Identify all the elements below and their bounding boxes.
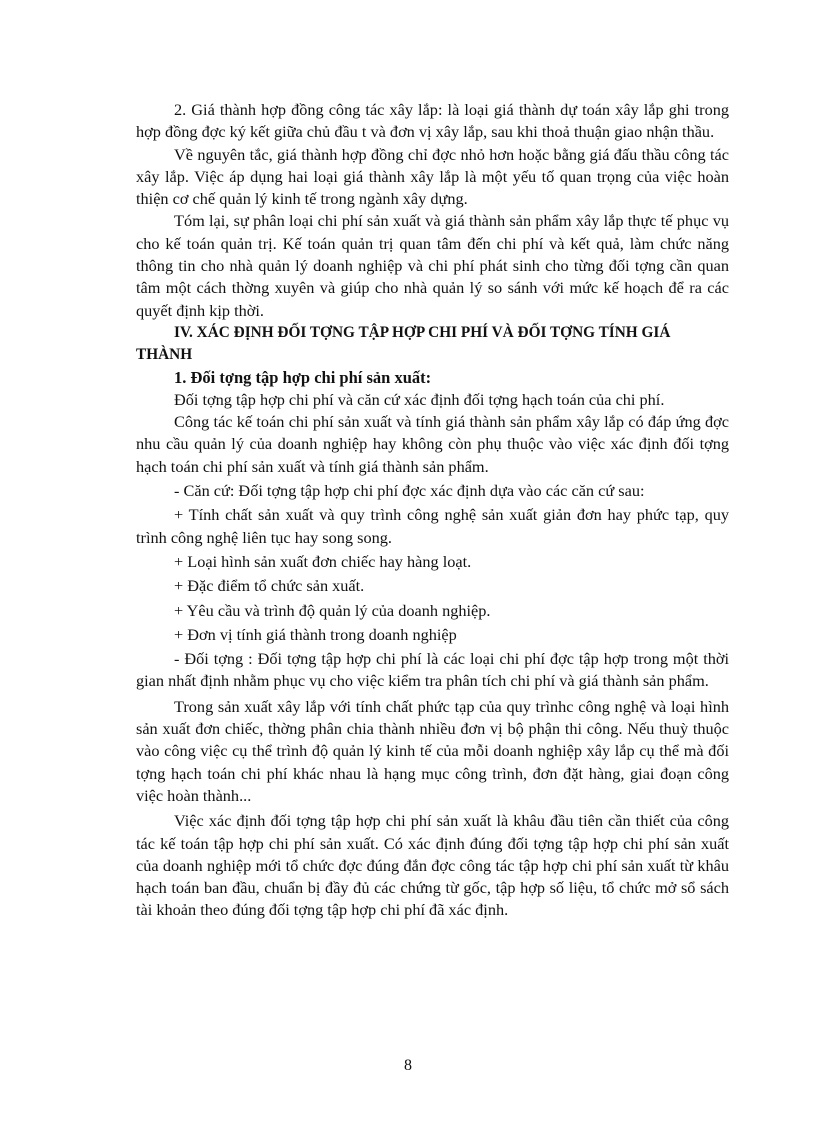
list-item-organization: + Đặc điểm tổ chức sản xuất.	[174, 576, 365, 596]
paragraph-principle: Về nguyên tắc, giá thành hợp đồng chỉ đợc nhỏ hơn hoặc bằng giá đấu thầu công tác xây lắp. Việc áp dụng hai loại giá thành xây lắp là một yếu tố quan trọng của việc hoàn thiện cơ chế quản lý kinh tế trong ngành xây dựng.	[136, 144, 729, 209]
section-heading: IV. XÁC ĐỊNH ĐỐI TỢNG TẬP HỢP CHI PHÍ VÀ ĐỐI TỢNG TÍNH GIÁ THÀNH	[136, 323, 671, 364]
page-number: 8	[404, 1057, 412, 1074]
paragraph-object-definition: Đối tợng tập hợp chi phí và căn cứ xác định đối tợng hạch toán của chi phí.	[174, 389, 665, 409]
paragraph-basis: - Căn cứ: Đối tợng tập hợp chi phí đợc xác định dựa vào các căn cứ sau:	[174, 481, 645, 501]
paragraph-determination: Việc xác định đối tợng tập hợp chi phí sản xuất là khâu đầu tiên cần thiết của công tác kế toán tập hợp chi phí sản xuất. Có xác định đúng đối tợng tập hợp chi phí sản xuất của doanh nghiệp mới tổ chức đợc đúng đắn đợc công tác tập hợp chi phí sản xuất từ khâu hạch toán ban đầu, chuẩn bị đầy đủ các chứng từ gốc, tập hợp số liệu, tổ chức mở sổ sách tài khoản theo đúng đối tợng tập hợp chi phí đã xác định.	[136, 811, 729, 920]
list-item-cost-unit: + Đơn vị tính giá thành trong doanh nghiệp	[174, 624, 457, 644]
subsection-heading: 1. Đối tợng tập hợp chi phí sản xuất:	[174, 367, 432, 387]
paragraph-summary: Tóm lại, sự phân loại chi phí sản xuất và giá thành sản phẩm xây lắp thực tế phục vụ cho kế toán quản trị. Kế toán quản trị quan tâm đến chi phí và kết quả, làm chức năng thông tin cho nhà quản lý doanh nghiệp và chi phí phát sinh cho từng đối tợng cần quan tâm một cách thờng xuyên và giúp cho nhà quản lý so sánh với mức kế hoạch để ra các quyết định kịp thời.	[136, 211, 729, 320]
paragraph-construction: Trong sản xuất xây lắp với tính chất phức tạp của quy trìnhc công nghệ và loại hình sản xuất đơn chiếc, thờng phân chia thành nhiều đơn vị bộ phận thi công. Nếu thuỳ thuộc vào công việc cụ thể trình độ quản lý kinh tế của mỗi doanh nghiệp xây lắp cụ thể mà đối tợng hạch toán chi phí khác nhau là hạng mục công trình, đơn đặt hàng, giai đoạn công việc hoàn thành...	[136, 696, 729, 805]
paragraph-contract-price: 2. Giá thành hợp đồng công tác xây lắp: là loại giá thành dự toán xây lắp ghi trong hợp đồng đợc ký kết giữa chủ đầu t và đơn vị xây lắp, sau khi thoả thuận giao nhận thầu.	[136, 100, 729, 142]
page-body	[136, 99, 729, 922]
paragraph-accounting-work: Công tác kế toán chi phí sản xuất và tính giá thành sản phẩm xây lắp có đáp ứng đợc nhu cầu quản lý của doanh nghiệp hay không còn phụ thuộc vào việc xác định đối tợng hạch toán chi phí sản xuất và tính giá thành sản phẩm.	[136, 412, 729, 476]
list-item-production-nature: + Tính chất sản xuất và quy trình công nghệ sản xuất giản đơn hay phức tạp, quy trình công nghệ liên tục hay song song.	[136, 505, 729, 547]
list-item-production-type: + Loại hình sản xuất đơn chiếc hay hàng loạt.	[174, 551, 472, 571]
list-item-management: + Yêu cầu và trình độ quản lý của doanh nghiệp.	[174, 600, 491, 620]
paragraph-object: - Đối tợng : Đối tợng tập hợp chi phí là các loại chi phí đợc tập hợp trong một thời gian nhất định nhằm phục vụ cho việc kiểm tra phân tích chi phí và giá thành sản phẩm.	[136, 649, 729, 691]
